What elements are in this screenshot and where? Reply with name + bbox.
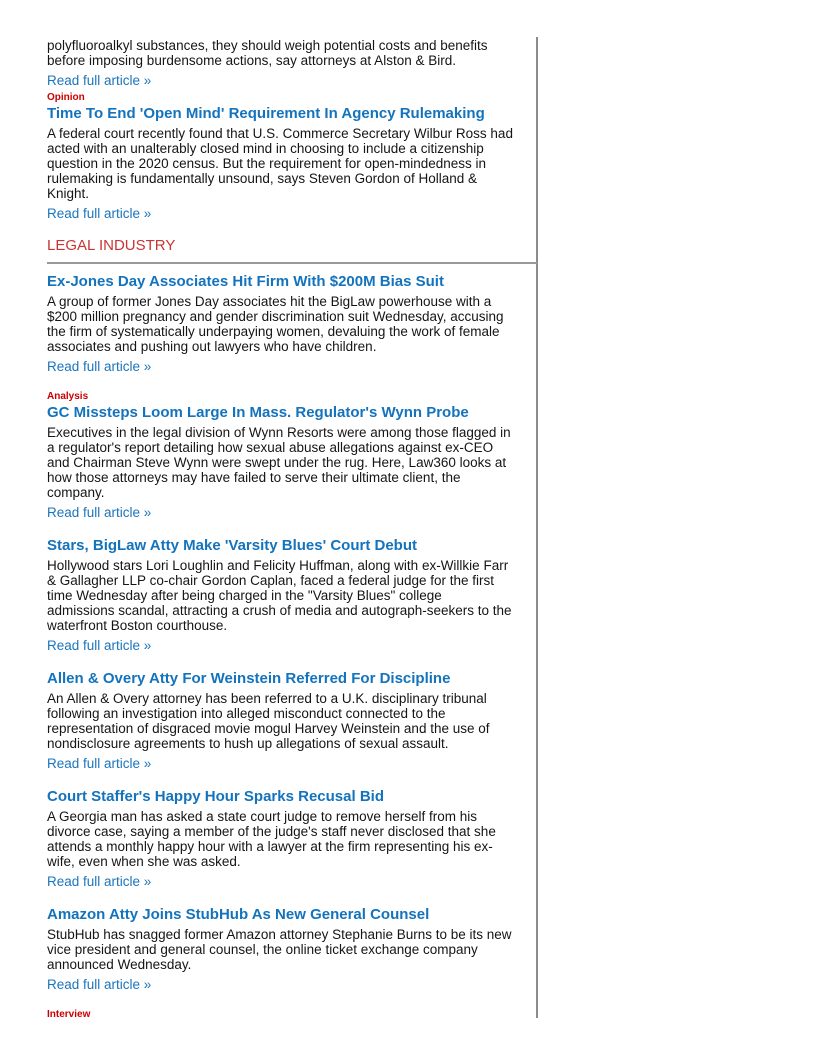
article-body: Executives in the legal division of Wynn Resorts were among those flagged in a regulator's report detailing how sexual abuse allegations against ex-CEO and Chairman Steve Wynn were swept under the rug. Here, Law360 looks at how those attorneys may have failed to serve their ultimate client, the company.: [47, 425, 511, 500]
article-continued: [47, 38, 513, 90]
article-item: [47, 670, 513, 773]
article-headline[interactable]: GC Missteps Loom Large In Mass. Regulator's Wynn Probe: [47, 404, 469, 421]
read-full-article-link[interactable]: Read full article »: [47, 359, 152, 374]
article-kicker: Opinion: [47, 92, 85, 103]
article-item: [47, 906, 513, 994]
read-full-article-link[interactable]: Read full article »: [47, 505, 152, 520]
section-header-legal-industry: LEGAL INDUSTRY: [47, 238, 537, 264]
read-full-article-link[interactable]: Read full article »: [47, 638, 152, 653]
article-headline[interactable]: Allen & Overy Atty For Weinstein Referred For Discipline: [47, 670, 451, 687]
article-body: StubHub has snagged former Amazon attorney Stephanie Burns to be its new vice president and general counsel, the online ticket exchange company announced Wednesday.: [47, 927, 512, 972]
article-item: [47, 537, 513, 655]
article-body: A federal court recently found that U.S. Commerce Secretary Wilbur Ross had acted with an unalterably closed mind in choosing to include a citizenship question in the 2020 census. But the requirement for open-mindedness in rulemaking is fundamentally unsound, says Steven Gordon of Holland & Knight.: [47, 126, 513, 201]
article-item: [47, 788, 513, 891]
article-headline[interactable]: Amazon Atty Joins StubHub As New General Counsel: [47, 906, 430, 923]
read-full-article-link[interactable]: Read full article »: [47, 73, 152, 88]
article-headline[interactable]: Ex-Jones Day Associates Hit Firm With $200M Bias Suit: [47, 273, 444, 290]
article-kicker: Analysis: [47, 391, 89, 402]
article-headline[interactable]: Time To End 'Open Mind' Requirement In Agency Rulemaking: [47, 105, 485, 122]
read-full-article-link[interactable]: Read full article »: [47, 874, 152, 889]
read-full-article-link[interactable]: Read full article »: [47, 977, 152, 992]
read-full-article-link[interactable]: Read full article »: [47, 756, 152, 771]
section-kicker-interview: Interview: [47, 1009, 91, 1020]
article-item: [47, 391, 513, 522]
article-body: Hollywood stars Lori Loughlin and Felicity Huffman, along with ex-Willkie Farr & Gallagher LLP co-chair Gordon Caplan, faced a federal judge for the first time Wednesday after being charged in the "Varsity Blues" college admissions scandal, attracting a crush of media and autograph-seekers to the waterfront Boston courthouse.: [47, 558, 512, 633]
article-headline[interactable]: Court Staffer's Happy Hour Sparks Recusal Bid: [47, 788, 384, 805]
read-full-article-link[interactable]: Read full article »: [47, 206, 152, 221]
article-body: A group of former Jones Day associates hit the BigLaw powerhouse with a $200 million pregnancy and gender discrimination suit Wednesday, accusing the firm of systematically underpaying women, devaluing the work of female associates and pushing out lawyers who have children.: [47, 294, 504, 354]
article-body: A Georgia man has asked a state court judge to remove herself from his divorce case, saying a member of the judge's staff never disclosed that she attends a monthly happy hour with a lawyer at the firm representing his ex-wife, even when she was asked.: [47, 809, 496, 869]
column-divider-line: [536, 37, 538, 1018]
article-opinion: [47, 92, 513, 223]
article-body: An Allen & Overy attorney has been referred to a U.K. disciplinary tribunal following an investigation into alleged misconduct connected to the representation of disgraced movie mogul Harvey Weinstein and the use of nondisclosure agreements to hush up allegations of sexual assault.: [47, 691, 490, 751]
article-headline[interactable]: Stars, BigLaw Atty Make 'Varsity Blues' Court Debut: [47, 537, 417, 554]
article-item: [47, 273, 513, 376]
article-body: polyfluoroalkyl substances, they should weigh potential costs and benefits before imposing burdensome actions, say attorneys at Alston & Bird.: [47, 38, 488, 68]
main-column: [47, 38, 513, 1022]
